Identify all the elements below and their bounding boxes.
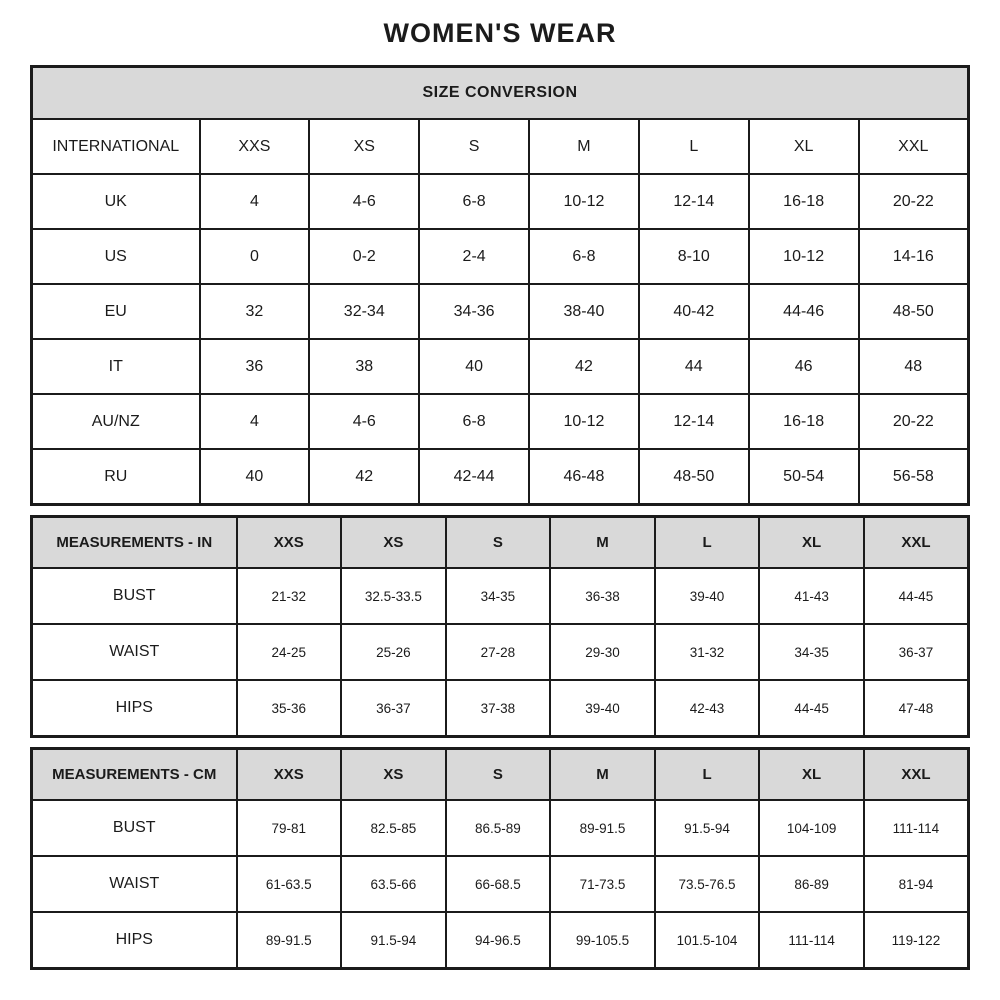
size-conversion-column-header: INTERNATIONAL	[32, 119, 200, 174]
size-conversion-value-cell: 4	[200, 394, 310, 449]
size-conversion-column-header: L	[639, 119, 749, 174]
size-conversion-column-header: XL	[749, 119, 859, 174]
measurements-cm-size-header: XXS	[237, 749, 342, 801]
size-conversion-column-header: XXL	[859, 119, 969, 174]
measurements-cm-value-cell: 104-109	[759, 800, 864, 856]
measurements-cm-table-header: MEASUREMENTS - CM	[32, 749, 237, 801]
size-conversion-value-cell: 48-50	[859, 284, 969, 339]
measurements-in-header-row	[32, 517, 969, 569]
size-conversion-header: SIZE CONVERSION	[32, 67, 969, 120]
measurements-in-value-cell: 21-32	[237, 568, 342, 624]
measurements-cm-size-header: XS	[341, 749, 446, 801]
measurements-in-value-cell: 36-38	[550, 568, 655, 624]
measurements-in-value-cell: 44-45	[864, 568, 969, 624]
measurements-in-size-header: S	[446, 517, 551, 569]
size-conversion-value-cell: 32-34	[309, 284, 419, 339]
size-conversion-value-cell: 46-48	[529, 449, 639, 505]
measurements-cm-value-cell: 79-81	[237, 800, 342, 856]
measurements-in-value-cell: 31-32	[655, 624, 760, 680]
measurements-in-value-cell: 36-37	[341, 680, 446, 737]
size-conversion-value-cell: 44	[639, 339, 749, 394]
size-conversion-value-cell: 4	[200, 174, 310, 229]
measurements-cm-value-cell: 63.5-66	[341, 856, 446, 912]
measurements-in-row-label: BUST	[32, 568, 237, 624]
measurements-in-value-cell: 36-37	[864, 624, 969, 680]
size-conversion-value-cell: 8-10	[639, 229, 749, 284]
measurements-in-size-header: M	[550, 517, 655, 569]
measurements-cm-size-header: L	[655, 749, 760, 801]
size-conversion-value-cell: 14-16	[859, 229, 969, 284]
measurements-cm-row	[32, 800, 969, 856]
size-conversion-column-header: XXS	[200, 119, 310, 174]
size-chart-page	[30, 0, 970, 970]
measurements-in-row-label: WAIST	[32, 624, 237, 680]
measurements-cm-value-cell: 81-94	[864, 856, 969, 912]
measurements-in-value-cell: 25-26	[341, 624, 446, 680]
measurements-cm-size-header: S	[446, 749, 551, 801]
measurements-in-value-cell: 41-43	[759, 568, 864, 624]
measurements-cm-value-cell: 101.5-104	[655, 912, 760, 969]
measurements-in-table-header: MEASUREMENTS - IN	[32, 517, 237, 569]
size-conversion-value-cell: 36	[200, 339, 310, 394]
size-conversion-column-header: S	[419, 119, 529, 174]
measurements-cm-row	[32, 856, 969, 912]
size-conversion-value-cell: 0	[200, 229, 310, 284]
measurements-cm-value-cell: 111-114	[864, 800, 969, 856]
measurements-cm-value-cell: 91.5-94	[655, 800, 760, 856]
measurements-cm-value-cell: 119-122	[864, 912, 969, 969]
size-conversion-value-cell: 42	[309, 449, 419, 505]
measurements-in-value-cell: 42-43	[655, 680, 760, 737]
measurements-in-size-header: XL	[759, 517, 864, 569]
size-conversion-value-cell: 6-8	[419, 394, 529, 449]
size-conversion-value-cell: 50-54	[749, 449, 859, 505]
size-conversion-row	[32, 229, 969, 284]
size-conversion-column-header: M	[529, 119, 639, 174]
measurements-in-value-cell: 47-48	[864, 680, 969, 737]
size-conversion-row-label: UK	[32, 174, 200, 229]
measurements-cm-table	[30, 747, 970, 970]
size-conversion-row-label: US	[32, 229, 200, 284]
size-conversion-column-header: XS	[309, 119, 419, 174]
measurements-cm-size-header: XXL	[864, 749, 969, 801]
size-conversion-row	[32, 339, 969, 394]
size-conversion-value-cell: 34-36	[419, 284, 529, 339]
size-conversion-value-cell: 38-40	[529, 284, 639, 339]
size-conversion-value-cell: 10-12	[529, 174, 639, 229]
measurements-cm-value-cell: 61-63.5	[237, 856, 342, 912]
measurements-cm-size-header: XL	[759, 749, 864, 801]
measurements-cm-value-cell: 89-91.5	[237, 912, 342, 969]
size-conversion-value-cell: 10-12	[529, 394, 639, 449]
measurements-cm-row-label: BUST	[32, 800, 237, 856]
measurements-in-value-cell: 34-35	[446, 568, 551, 624]
measurements-cm-value-cell: 66-68.5	[446, 856, 551, 912]
size-conversion-value-cell: 42-44	[419, 449, 529, 505]
size-conversion-value-cell: 40	[200, 449, 310, 505]
measurements-in-value-cell: 39-40	[550, 680, 655, 737]
size-conversion-value-cell: 56-58	[859, 449, 969, 505]
measurements-in-value-cell: 29-30	[550, 624, 655, 680]
measurements-in-value-cell: 35-36	[237, 680, 342, 737]
size-conversion-value-cell: 32	[200, 284, 310, 339]
measurements-in-table	[30, 515, 970, 738]
size-conversion-value-cell: 6-8	[419, 174, 529, 229]
measurements-in-value-cell: 44-45	[759, 680, 864, 737]
measurements-cm-value-cell: 111-114	[759, 912, 864, 969]
measurements-cm-value-cell: 99-105.5	[550, 912, 655, 969]
measurements-cm-value-cell: 94-96.5	[446, 912, 551, 969]
size-conversion-value-cell: 38	[309, 339, 419, 394]
size-conversion-table	[30, 65, 970, 506]
size-conversion-value-cell: 6-8	[529, 229, 639, 284]
measurements-in-size-header: XXS	[237, 517, 342, 569]
size-conversion-value-cell: 4-6	[309, 394, 419, 449]
size-conversion-value-cell: 48-50	[639, 449, 749, 505]
measurements-in-row	[32, 624, 969, 680]
measurements-cm-value-cell: 73.5-76.5	[655, 856, 760, 912]
measurements-cm-value-cell: 89-91.5	[550, 800, 655, 856]
size-conversion-row	[32, 174, 969, 229]
measurements-cm-row-label: WAIST	[32, 856, 237, 912]
measurements-cm-value-cell: 86-89	[759, 856, 864, 912]
size-conversion-value-cell: 12-14	[639, 174, 749, 229]
measurements-in-size-header: XS	[341, 517, 446, 569]
size-conversion-row-label: RU	[32, 449, 200, 505]
measurements-cm-row-label: HIPS	[32, 912, 237, 969]
size-conversion-value-cell: 10-12	[749, 229, 859, 284]
page-title: WOMEN'S WEAR	[383, 18, 617, 48]
measurements-in-row	[32, 568, 969, 624]
measurements-cm-value-cell: 71-73.5	[550, 856, 655, 912]
size-conversion-value-cell: 4-6	[309, 174, 419, 229]
size-conversion-value-cell: 48	[859, 339, 969, 394]
measurements-in-value-cell: 37-38	[446, 680, 551, 737]
size-conversion-row	[32, 449, 969, 505]
size-conversion-value-cell: 16-18	[749, 174, 859, 229]
size-conversion-row-label: EU	[32, 284, 200, 339]
size-conversion-value-cell: 16-18	[749, 394, 859, 449]
size-conversion-column-row	[32, 119, 969, 174]
measurements-in-value-cell: 39-40	[655, 568, 760, 624]
measurements-cm-value-cell: 91.5-94	[341, 912, 446, 969]
measurements-in-size-header: XXL	[864, 517, 969, 569]
size-conversion-row-label: AU/NZ	[32, 394, 200, 449]
measurements-cm-header-row	[32, 749, 969, 801]
size-conversion-value-cell: 44-46	[749, 284, 859, 339]
size-conversion-value-cell: 20-22	[859, 174, 969, 229]
measurements-in-value-cell: 27-28	[446, 624, 551, 680]
size-conversion-value-cell: 42	[529, 339, 639, 394]
size-conversion-row	[32, 284, 969, 339]
measurements-in-value-cell: 32.5-33.5	[341, 568, 446, 624]
size-conversion-value-cell: 0-2	[309, 229, 419, 284]
measurements-cm-value-cell: 86.5-89	[446, 800, 551, 856]
measurements-cm-row	[32, 912, 969, 969]
measurements-in-value-cell: 34-35	[759, 624, 864, 680]
measurements-in-row	[32, 680, 969, 737]
size-conversion-value-cell: 2-4	[419, 229, 529, 284]
measurements-cm-size-header: M	[550, 749, 655, 801]
size-conversion-value-cell: 20-22	[859, 394, 969, 449]
size-conversion-row	[32, 394, 969, 449]
measurements-in-row-label: HIPS	[32, 680, 237, 737]
size-conversion-value-cell: 40	[419, 339, 529, 394]
size-conversion-row-label: IT	[32, 339, 200, 394]
size-conversion-value-cell: 46	[749, 339, 859, 394]
measurements-cm-value-cell: 82.5-85	[341, 800, 446, 856]
measurements-in-value-cell: 24-25	[237, 624, 342, 680]
size-conversion-header-row	[32, 67, 969, 120]
measurements-in-size-header: L	[655, 517, 760, 569]
size-conversion-value-cell: 12-14	[639, 394, 749, 449]
size-conversion-value-cell: 40-42	[639, 284, 749, 339]
